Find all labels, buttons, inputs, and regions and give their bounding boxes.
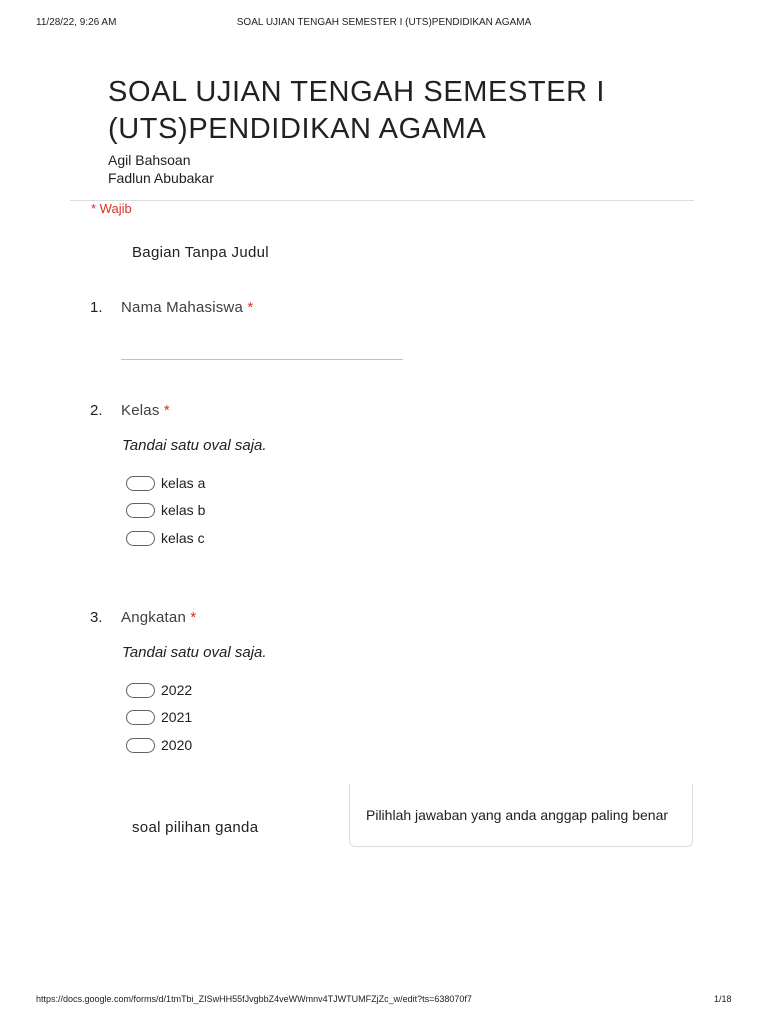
radio-oval[interactable] [126, 503, 155, 518]
question-label-text: Kelas [121, 402, 160, 419]
radio-oval[interactable] [126, 476, 155, 491]
page-number: 1/18 [714, 994, 732, 1004]
question-label-text: Angkatan [121, 609, 186, 626]
option-label: kelas c [161, 530, 205, 546]
question-hint: Tandai satu oval saja. [122, 644, 267, 661]
option-label: kelas b [161, 502, 206, 518]
radio-oval[interactable] [126, 683, 155, 698]
radio-oval[interactable] [126, 710, 155, 725]
required-note: * Wajib [91, 201, 132, 216]
print-url: https://docs.google.com/forms/d/1tmTbi_ZISwHH55fJvgbbZ4veWWmnv4TJWTUMFZjZc_w/edit?ts=638070f7 [36, 994, 472, 1004]
option-kelas-b[interactable] [126, 501, 205, 519]
option-2021[interactable] [126, 708, 192, 726]
form-title: SOAL UJIAN TENGAH SEMESTER I (UTS)PENDIDIKAN AGAMA [108, 76, 606, 145]
header-divider [70, 200, 694, 201]
question-hint: Tandai satu oval saja. [122, 437, 267, 454]
option-kelas-c[interactable] [126, 529, 205, 547]
option-kelas-a[interactable] [126, 474, 205, 492]
section-title: soal pilihan ganda [132, 819, 259, 836]
radio-oval[interactable] [126, 531, 155, 546]
print-date: 11/28/22, 9:26 AM [36, 17, 117, 28]
option-label: 2022 [161, 682, 193, 698]
radio-oval[interactable] [126, 738, 155, 753]
form-author: Agil Bahsoan [108, 152, 191, 168]
option-2020[interactable] [126, 736, 192, 754]
option-label: 2021 [161, 709, 193, 725]
form-author: Fadlun Abubakar [108, 170, 214, 186]
option-label: kelas a [161, 475, 206, 491]
question-number: 3. [90, 609, 103, 626]
print-title: SOAL UJIAN TENGAH SEMESTER I (UTS)PENDIDIKAN AGAMA [236, 17, 532, 28]
required-asterisk: * [163, 402, 170, 419]
required-asterisk: * [190, 609, 197, 626]
nama-answer-field[interactable] [121, 359, 403, 360]
option-label: 2020 [161, 737, 193, 753]
question-number: 1. [90, 299, 103, 316]
question-number: 2. [90, 402, 103, 419]
section-description: Pilihlah jawaban yang anda anggap paling benar [366, 807, 669, 823]
question-label-kelas [121, 402, 170, 419]
question-label-angkatan [121, 609, 196, 626]
question-label-nama [121, 299, 253, 316]
section-title: Bagian Tanpa Judul [132, 244, 269, 261]
option-2022[interactable] [126, 681, 192, 699]
question-label-text: Nama Mahasiswa [121, 299, 244, 316]
required-asterisk: * [247, 299, 254, 316]
